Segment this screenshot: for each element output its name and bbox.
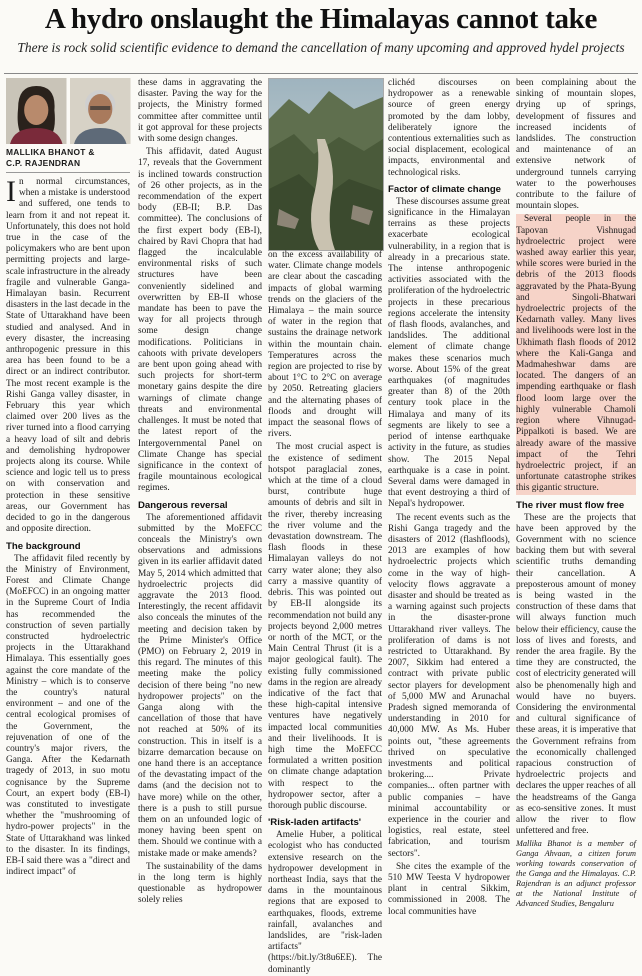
author-photo-mallika [6,78,67,144]
paragraph: This affidavit, dated August 17, reveals that the Government is inclined towards construction of 26 other projects, as in the recommendation of the expert body (EB-II; B.P. Das committee). The conclusions of the first expert body (EB-I), chaired by Ravi Chopra that had flagged the incalculable environmental risks of such structures have been conveniently sidelined and overwritten by EB-II whose mandate has been to pave the way for all projects through some design change modifications. Politicians in cahoots with private developers are bent upon going ahead with such projects for short-term monetary gains despite the dire warnings of climate change threats and environmental challenges. It must be noted that the latest report of the Intergovernmental Panel on Climate Change has special significance in the context of fragile mountainous ecological regimes. [138,147,262,494]
column-1 [6,78,130,878]
author-photos [6,78,130,144]
river-valley-photo [268,78,384,251]
byline-line-2: C.P. RAJENDRAN [6,158,81,168]
paragraph: these dams in aggravating the disaster. Paving the way for the projects, the Ministry formed committee after committee until it got approval for these projects with some design changes. [138,78,262,145]
subhead-climate-change: Factor of climate change [388,183,502,195]
author-photo-rajendran [70,78,131,144]
paragraph: She cites the example of the 510 MW Teesta V hydropower plant in central Sikkim, commissioned in 2008. The local communities have [388,861,510,917]
paragraph: The aforementioned affidavit submitted by the MoEFCC conceals the Ministry's own observations and admissions given in its earlier affidavit dated May 5, 2014 which admitted that hydroelectric projects did aggravate the 2013 flood. Interestingly, the recent affidavit also conceals the minutes of the meeting and decision taken by the Prime Minister's Office (PMO) on February 2, 2019 in this regard. The minutes of this meeting make the policy decision of there being "no new hydropower projects" on the Ganga along with the cancellation of those that have not reached at 50% of its construction. This in itself is a bizarre demarcation because on one hand there is an acceptance of the devastating impact of the dams (and the decision not to have more) while on the other, there is a push to still pursue them on an unfounded logic of money having been spent on them. Should we continue with a mistake made or make amends? [138,512,262,859]
column-5 [516,78,636,909]
paragraph: These discourses assume great significance in the Himalayan terrains as these projects exacerbate ecological vulnerability, in a region that is already in a precarious state. The intense anthropogenic activities associated with the proliferation of the hydroelectric projects in these precarious regions accelerate the intensity of flash floods, avalanches, and landslides. The additional element of climate change makes these scenarios much worse. About 15% of the great earthquakes (of magnitudes greater than 8) of the 20th century took place in the Himalaya and many of its segments are likely to see a period of intense earthquake activity in the future, as studies show. The 2015 Nepal earthquake is a case in point. Several dams were damaged in that event destroying a third of Nepal's hydropower. [388,196,510,510]
paragraph: The most crucial aspect is the existence of sediment hotspot paraglacial zones, which at the time of a cloud burst, contribute huge amounts of debris and silt in the river, thereby increasing the river volume and the devastation downstream. The flash floods in these Himalayan valleys do not carry water alone; they also carry a massive quantity of debris. This was pointed out by EB-II alongside its recommendation not build any projects beyond 2,000 metres or north of the MCT, or the Main Central Thrust (it is a major geological fault). The existing fully commissioned dams in the region are already indicative of the fact that these high-capital intensive ventures have negatively impacted local communities and their livelihoods. It is high time the MoEFCC formulated a written position on climate change adaptation with respect to the hydropower sector, after a thorough public discourse. [268,442,382,811]
headline: A hydro onslaught the Himalayas cannot take [44,3,598,35]
paragraph: on the excess availability of water. Climate change models are clear about the cascading impacts of global warming trends on the glaciers of the Himalaya – the main source of water in the region that sustains the drainage network within the mountain chain. Temperatures across the region are projected to rise by about 1°C to 2°C on average by 2050. Retreating glaciers and the alternating phases of floods and drought will impact the seasonal flows of rivers. [268,250,382,440]
byline-line-1: MALLIKA BHANOT & [6,147,95,157]
subhead-dangerous-reversal: Dangerous reversal [138,499,228,511]
header-rule [4,73,638,74]
column-2 [138,78,262,906]
paragraph: The sustainability of the dams in the long term is highly questionable as hydropower solely relies [138,861,262,906]
paragraph: The recent events such as the Rishi Ganga tragedy and the disasters of 2012 (flashfloods), 2013 are examples of how hydroelectric projects which come in the way of high-velocity flows aggravate a disaster and should be treated as a warning against such projects in the disaster-prone Uttarakhand river valleys. The proliferation of dams is not restricted to Uttarakhand. By 2007, Sikkim had entered a contract with private public sector players for development of 5,000 MW and Arunachal Pradesh signed memoranda of understanding in 2010 for 40,000 MW. As Ms. Huber points out, "these agreements thrived on speculative investments and political brokering.... Private companies... often partner with public companies – have minimal accountability or experience in the courier and logistics, real estate, steel fabrication, and tourism sectors". [388,512,510,859]
intro-paragraph [6,177,130,536]
paragraph: Amelie Huber, a political ecologist who has conducted extensive research on the hydropower development in northeast India, says that the dams in the mountainous regions that are exposed to earthquakes, floods, extreme rainfall, avalanches and landslides, are "risk-laden artifacts" (https://bit.ly/3t8u6EE). The dominantly [268,830,382,975]
paragraph: Several people in the Tapovan Vishnugad hydroelectric project were washed away earlier this year, while scores were buried in the debris of the 2013 floods aggravated by the Phata-Byung and Singoli-Bhatwari hydroelectric projects of the Kedarnath valley. Many lives and livelihoods were lost in the Ukhimath flash floods of 2012 where the Kali-Ganga and Madmaheshwar dams are located. The dangers of an impending earthquake or flash flood loom large over the highly vulnerable Chamoli region where Vihnugad-Pippalkoti is based. We are already aware of the massive impact of the Tehri hydroelectric project, if an unfortunate catastrophe strikes this gigantic structure. [516,214,636,494]
column-3 [268,250,382,975]
subhead-background: The background [6,540,81,552]
author-bio: Mallika Bhanot is a member of Ganga Ahvaan, a citizen forum working towards conservation of the Ganga and the Himalayas. C.P. Rajendran is an adjunct professor at the National Institute of Advanced Studies, Bengaluru [516,839,636,909]
byline [6,147,130,173]
paragraph: been complaining about the sinking of mountain slopes, drying up of springs, development of fissures and increased incidents of landslides. The construction and maintenance of an extensive network of underground tunnels carrying water to the powerhouses contribute to the failure of mountain slopes. [516,78,636,212]
subhead-river-flow-free: The river must flow free [516,499,625,511]
intro-text: n normal circumstances, when a mistake is understood and suffered, one tends to learn from it and not repeat it. Unfortunately, this does not hold true in the case of the policymakers who are bent upon permitting projects and large-scale infrastructure in the already fragile and vulnerable Ganga-Himalayan basin. Recurrent disasters in the last decade in the State of Uttarakhand have been studied and analysed. And in every disaster, the increasing anthropogenic pressure in this area has been found to be a direct or an indirect contributor. The most recent example is the Rishi Ganga valley disaster, in February this year which claimed over 200 lives as the river turned into a flood carrying a heavy load of silt and debris and demolishing hydropower projects along its course. While science and logic tell us to press on with conservation and protection in these sensitive areas, our Government has decided to go in the dangerous and opposite direction. [6,177,130,535]
subhead-risk-laden-artifacts: 'Risk-laden artifacts' [268,817,362,829]
deck: There is rock solid scientific evidence to demand the cancellation of many upcoming and approved hydel projects [17,40,625,55]
paragraph: The affidavit filed recently by the Ministry of Environment, Forest and Climate Change (MoEFCC) in an ongoing matter in the Supreme Court of India has recommended the construction of seven partially constructed hydroelectric projects in the Uttarakhand Himalaya. This essentially goes against the core mandate of the Ministry – which is to conserve the country's natural environment – and one of the central ecological promises of the Government, the rejuvenation of one of the country's major rivers, the Ganga. After the Kedarnath tragedy of 2013, in suo motu cognisance by the Supreme Court, an expert body (EB-I) was constituted to investigate whether the "mushrooming of hydro-power projects" in the State of Uttarakhand was linked to the disaster. In its findings, EB-I said there was a "direct and indirect impact" of [6,553,130,878]
paragraph: clichéd discourses on hydropower as a renewable source of green energy promoted by the dam lobby, deliberately ignore the contentious externalities such as social displacement, ecological impacts, environmental and technological risks. [388,78,510,178]
dropcap: I [6,175,16,208]
column-4 [388,78,510,917]
paragraph: These are the projects that have been approved by the Government with no science backing them but with several scientific truths demanding their cancellation. A preposterous amount of money is being wasted in the construction of these dams that will always function much below their efficiency, cause the loss of lives and forests, and render the area fragile. By the time they are constructed, the cost of electricity generated will also be phenomenally high and would have no buyers. Considering the environmental and cultural significance of these areas, it is imperative that the Government refrains from the economically challenged rapacious construction of hydroelectric projects and declares the upper reaches of all the headstreams of the Ganga as eco-sensitive zones. It must allow the river to flow unfettered and free. [516,512,636,837]
